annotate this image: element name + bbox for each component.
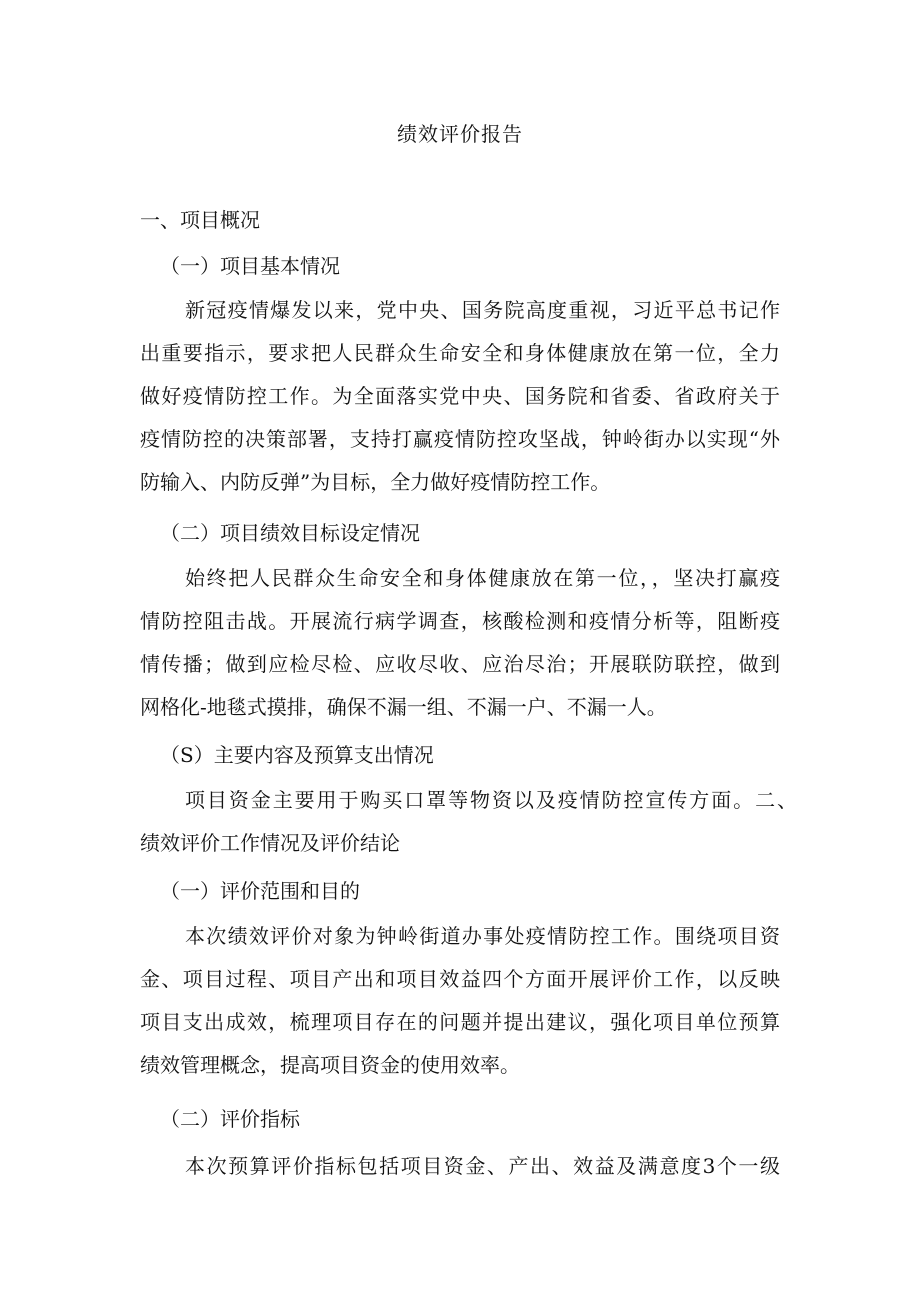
subsection-heading: （一）项目基本情况	[160, 254, 340, 278]
paragraph-line: 始终把人民群众生命安全和身体健康放在第一位，，坚决打赢疫	[185, 566, 780, 590]
paragraph-line: 情传播；做到应检尽检、应收尽收、应治尽治；开展联防联控，做到	[140, 652, 780, 676]
paragraph-line: 出重要指示，要求把人民群众生命安全和身体健康放在第一位，全力	[140, 341, 780, 365]
paragraph-line: 本次绩效评价对象为钟岭街道办事处疫情防控工作。围绕项目资	[185, 924, 780, 948]
paragraph-line: 金、项目过程、项目产出和项目效益四个方面开展评价工作，以反映	[140, 967, 780, 991]
paragraph-line: 做好疫情防控工作。为全面落实党中央、国务院和省委、省政府关于	[140, 384, 780, 408]
paragraph-line: 本次预算评价指标包括项目资金、产出、效益及满意度3个一级	[185, 1154, 780, 1178]
paragraph-line: 网格化-地毯式摸排，确保不漏一组、不漏一户、不漏一人。	[140, 695, 667, 719]
section-heading-1: 一、项目概况	[140, 208, 260, 232]
paragraph-line: 疫情防控的决策部署，支持打赢疫情防控攻坚战，钟岭街办以实现“外	[140, 427, 780, 451]
subsection-heading: （一）评价范围和目的	[160, 879, 360, 903]
section-heading-2: 绩效评价工作情况及评价结论	[140, 831, 400, 855]
document-title: 绩效评价报告	[397, 122, 523, 146]
subsection-heading: （二）项目绩效目标设定情况	[160, 521, 420, 545]
subsection-heading: （二）评价指标	[160, 1107, 300, 1131]
paragraph-line: 情防控阻击战。开展流行病学调查，核酸检测和疫情分析等，阻断疫	[140, 609, 780, 633]
paragraph-line: 项目支出成效，梳理项目存在的问题并提出建议，强化项目单位预算	[140, 1010, 780, 1034]
paragraph-line: 防输入、内防反弹”为目标，全力做好疫情防控工作。	[140, 470, 611, 494]
subsection-heading: （S）主要内容及预算支出情况	[160, 743, 434, 767]
paragraph-line: 新冠疫情爆发以来，党中央、国务院高度重视，习近平总书记作	[185, 298, 780, 322]
paragraph-line: 项目资金主要用于购买口罩等物资以及疫情防控宣传方面。二、	[185, 788, 797, 812]
paragraph-line: 绩效管理概念，提高项目资金的使用效率。	[140, 1053, 520, 1077]
